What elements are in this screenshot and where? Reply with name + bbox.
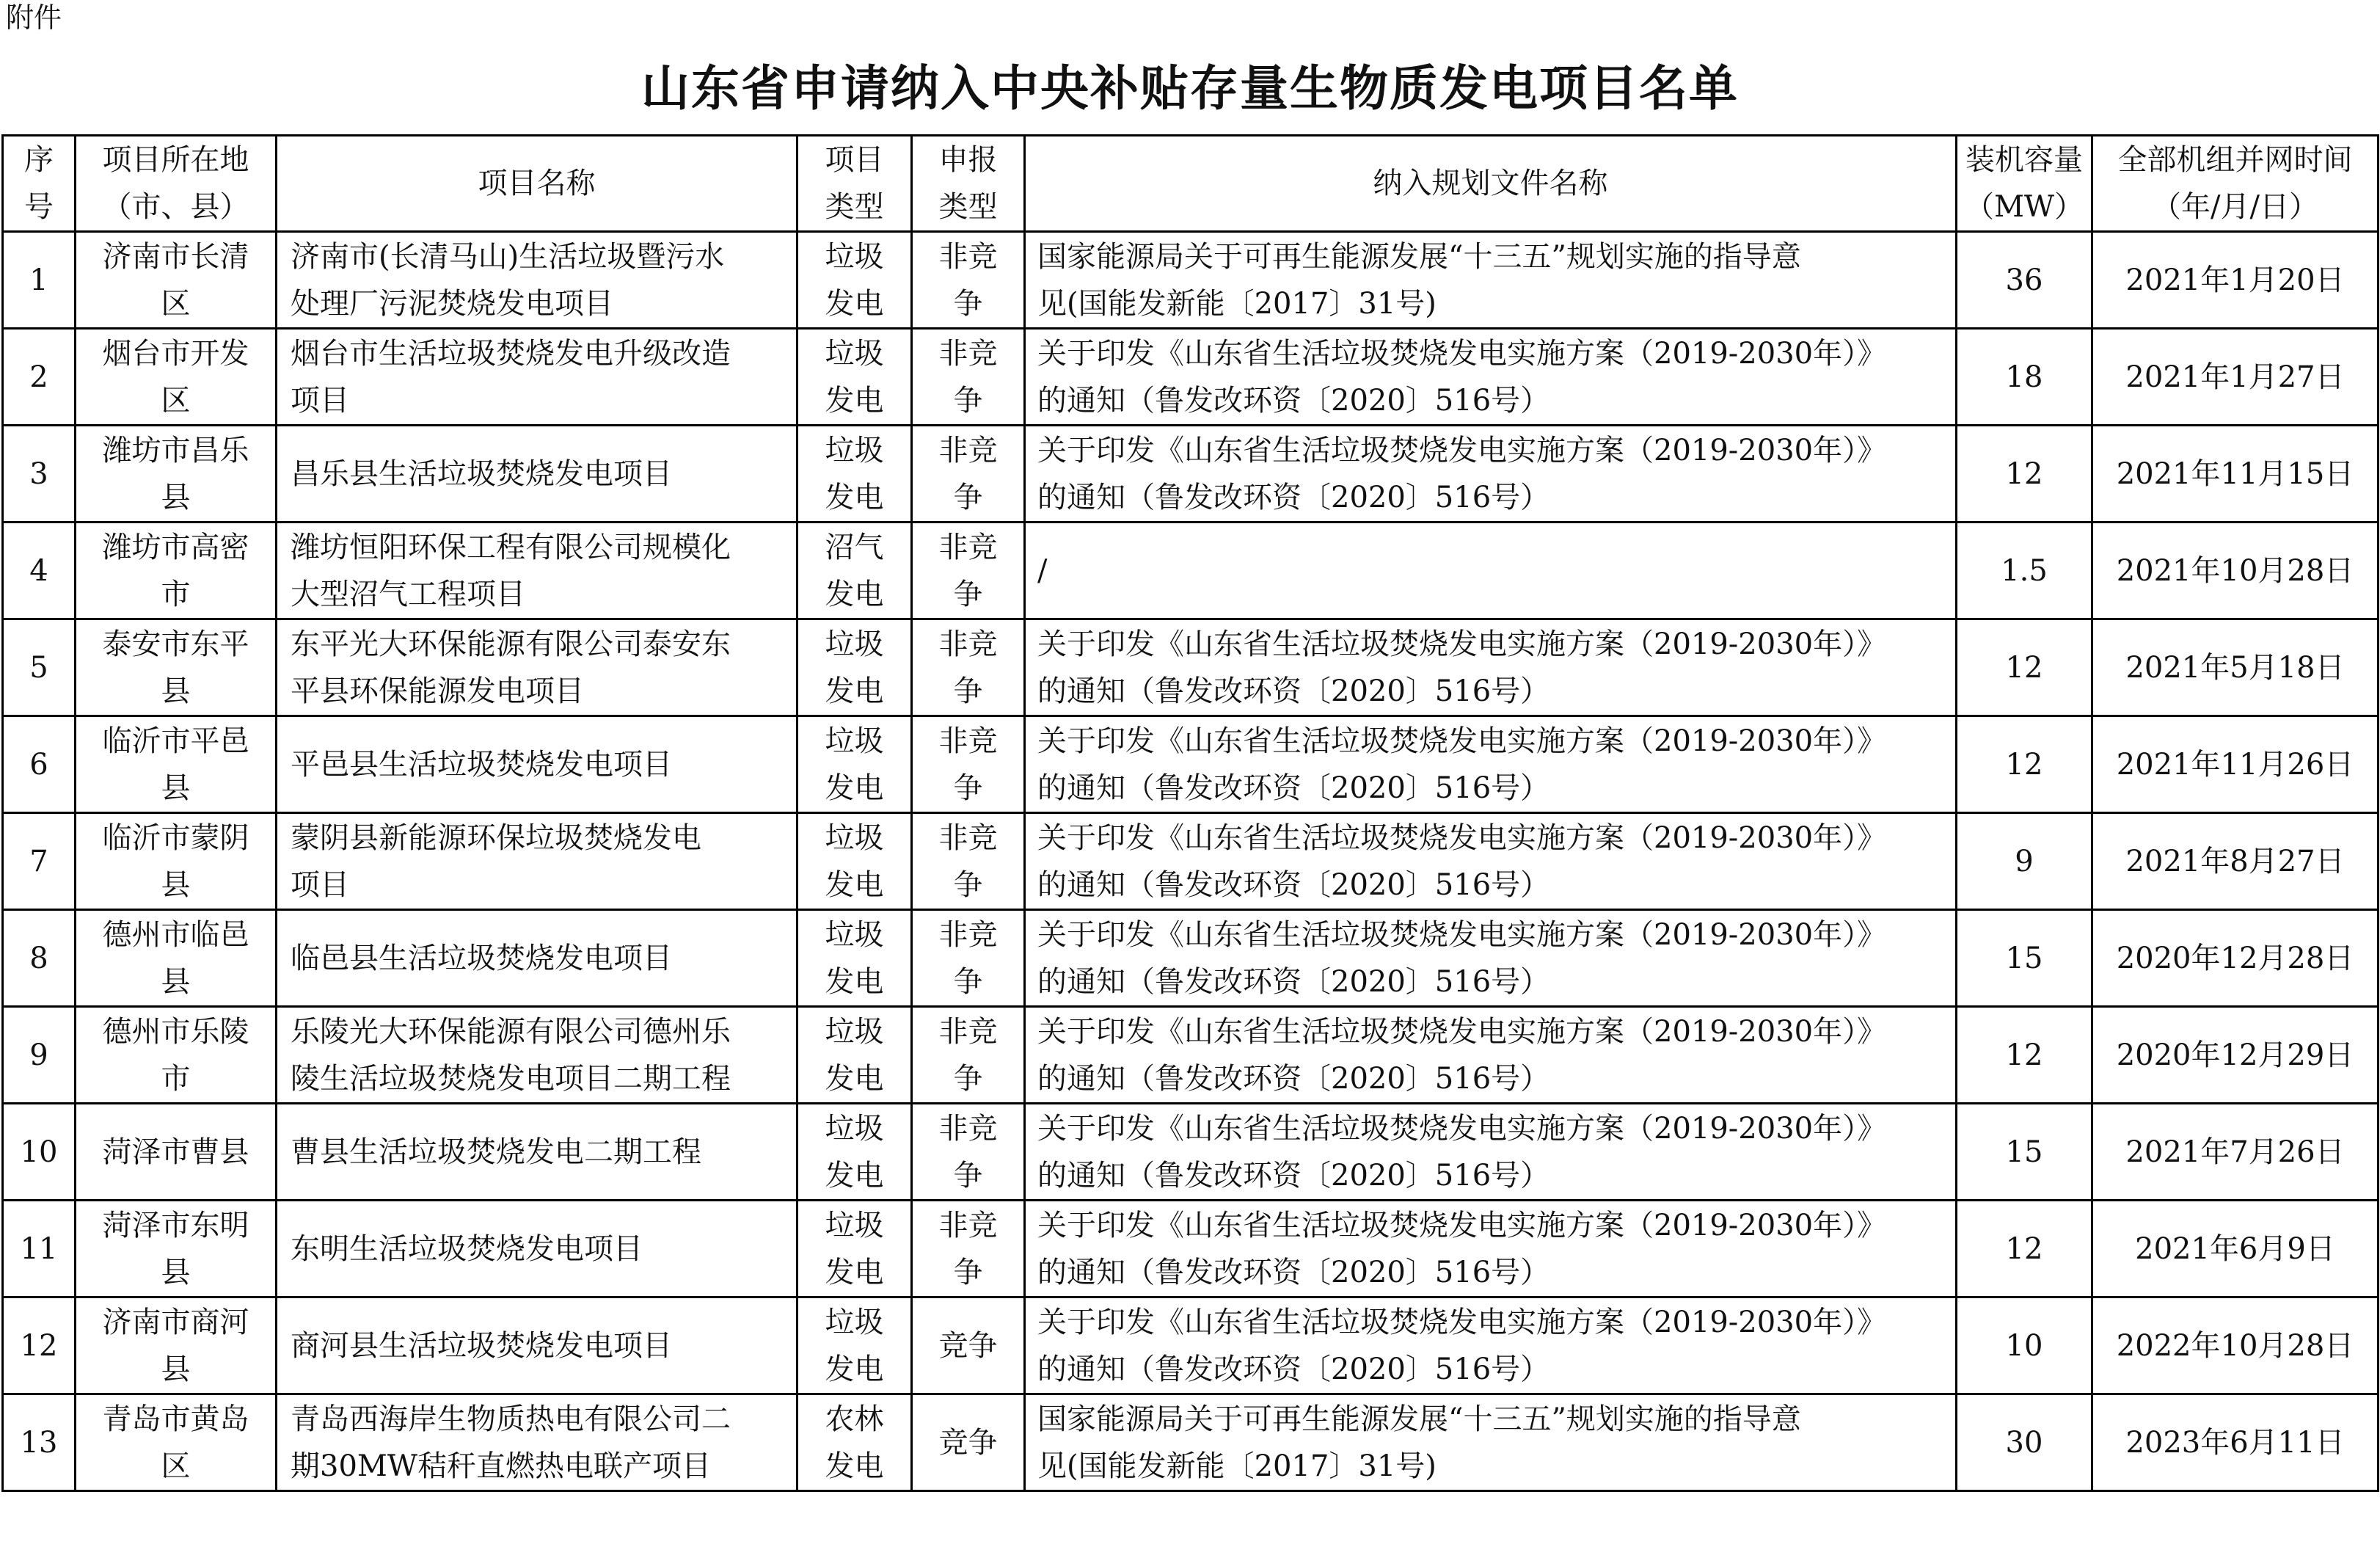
cell-report-type xyxy=(912,523,1025,619)
cell-project-name xyxy=(277,1297,797,1394)
cell-project-name-line: 处理厂污泥焚烧发电项目 xyxy=(291,286,613,321)
cell-project-type-line: 发电 xyxy=(825,964,884,999)
cell-report-type-line: 争 xyxy=(953,1158,983,1193)
header-grid-date xyxy=(2092,136,2379,232)
cell-location xyxy=(76,1297,277,1394)
cell-capacity: 12 xyxy=(1957,426,2092,523)
cell-plan-document-line: 关于印发《山东省生活垃圾焚烧发电实施方案（2019-2030年）》 xyxy=(1037,820,1887,855)
cell-plan-document-line: 的通知（鲁发改环资〔2020〕516号） xyxy=(1037,480,1550,514)
cell-report-type-line: 竞争 xyxy=(938,1425,998,1460)
cell-location-line: 临沂市平邑 xyxy=(102,724,249,758)
cell-location xyxy=(76,523,277,619)
cell-project-type xyxy=(797,910,912,1007)
cell-capacity: 1.5 xyxy=(1957,523,2092,619)
cell-report-type xyxy=(912,426,1025,523)
cell-report-type xyxy=(912,1201,1025,1297)
cell-project-type-line: 发电 xyxy=(825,1061,884,1096)
cell-project-name-line: 蒙阴县新能源环保垃圾焚烧发电 xyxy=(291,820,701,855)
header-grid-date-line: 全部机组并网时间 xyxy=(2117,143,2353,177)
cell-project-type xyxy=(797,716,912,813)
cell-project-type-line: 发电 xyxy=(825,286,884,321)
cell-seq: 11 xyxy=(3,1201,76,1297)
cell-plan-document xyxy=(1025,232,1957,329)
cell-project-type xyxy=(797,619,912,716)
cell-location-line: 县 xyxy=(161,480,191,514)
header-project-type xyxy=(797,136,912,232)
cell-grid-date: 2022年10月28日 xyxy=(2092,1297,2379,1394)
cell-location-line: 德州市临邑 xyxy=(102,917,249,952)
cell-project-type-line: 垃圾 xyxy=(825,1014,884,1049)
header-report-type-line: 申报 xyxy=(938,143,998,177)
cell-project-name-line: 昌乐县生活垃圾焚烧发电项目 xyxy=(291,456,672,491)
table-row xyxy=(3,716,2379,813)
cell-plan-document xyxy=(1025,619,1957,716)
cell-capacity: 15 xyxy=(1957,910,2092,1007)
cell-location-line: 泰安市东平 xyxy=(102,627,249,661)
cell-project-name-line: 项目 xyxy=(291,867,349,902)
cell-plan-document-line: 的通知（鲁发改环资〔2020〕516号） xyxy=(1037,1352,1550,1386)
cell-project-name xyxy=(277,1394,797,1491)
cell-project-type-line: 垃圾 xyxy=(825,1305,884,1339)
cell-location-line: 县 xyxy=(161,674,191,708)
cell-capacity: 12 xyxy=(1957,1007,2092,1104)
table-row xyxy=(3,1201,2379,1297)
cell-plan-document-line: 的通知（鲁发改环资〔2020〕516号） xyxy=(1037,867,1550,902)
cell-project-type-line: 发电 xyxy=(825,674,884,708)
cell-project-type xyxy=(797,523,912,619)
cell-location-line: 区 xyxy=(161,383,191,418)
cell-location xyxy=(76,1201,277,1297)
cell-project-name xyxy=(277,813,797,910)
cell-project-name-line: 期30MW秸秆直燃热电联产项目 xyxy=(291,1449,711,1483)
cell-location-line: 潍坊市高密 xyxy=(102,530,249,564)
cell-seq: 5 xyxy=(3,619,76,716)
cell-project-name-line: 济南市(长清马山)生活垃圾暨污水 xyxy=(291,239,725,274)
cell-project-name-line: 烟台市生活垃圾焚烧发电升级改造 xyxy=(291,336,731,371)
cell-report-type-line: 争 xyxy=(953,1061,983,1096)
cell-project-type-line: 发电 xyxy=(825,577,884,611)
cell-plan-document-line: 的通知（鲁发改环资〔2020〕516号） xyxy=(1037,383,1550,418)
cell-project-name-line: 东平光大环保能源有限公司泰安东 xyxy=(291,627,731,661)
header-location-line: 项目所在地 xyxy=(102,143,249,177)
table-row xyxy=(3,523,2379,619)
cell-seq: 1 xyxy=(3,232,76,329)
cell-project-type xyxy=(797,1104,912,1201)
cell-project-name xyxy=(277,1007,797,1104)
cell-project-type-line: 发电 xyxy=(825,1158,884,1193)
cell-plan-document xyxy=(1025,426,1957,523)
cell-report-type-line: 争 xyxy=(953,867,983,902)
cell-capacity: 36 xyxy=(1957,232,2092,329)
cell-plan-document-line: 关于印发《山东省生活垃圾焚烧发电实施方案（2019-2030年）》 xyxy=(1037,627,1887,661)
cell-location xyxy=(76,232,277,329)
cell-plan-document-line: 国家能源局关于可再生能源发展“十三五”规划实施的指导意 xyxy=(1037,239,1801,274)
cell-capacity: 12 xyxy=(1957,1201,2092,1297)
header-project-type-line: 类型 xyxy=(825,190,884,224)
cell-location xyxy=(76,716,277,813)
table-row xyxy=(3,1297,2379,1394)
cell-location-line: 县 xyxy=(161,1255,191,1289)
cell-report-type-line: 争 xyxy=(953,674,983,708)
header-capacity-line: （MW） xyxy=(1964,190,2084,224)
cell-project-type-line: 农林 xyxy=(825,1402,884,1436)
cell-grid-date: 2021年8月27日 xyxy=(2092,813,2379,910)
cell-project-type-line: 发电 xyxy=(825,771,884,805)
cell-project-name xyxy=(277,523,797,619)
cell-project-type xyxy=(797,329,912,426)
cell-project-type-line: 发电 xyxy=(825,480,884,514)
cell-project-name-line: 商河县生活垃圾焚烧发电项目 xyxy=(291,1328,672,1363)
cell-project-type xyxy=(797,813,912,910)
cell-plan-document xyxy=(1025,1007,1957,1104)
cell-plan-document xyxy=(1025,813,1957,910)
cell-grid-date: 2021年7月26日 xyxy=(2092,1104,2379,1201)
cell-report-type xyxy=(912,910,1025,1007)
cell-location xyxy=(76,910,277,1007)
header-report-type xyxy=(912,136,1025,232)
cell-report-type-line: 争 xyxy=(953,1255,983,1289)
cell-location xyxy=(76,1394,277,1491)
cell-capacity: 12 xyxy=(1957,716,2092,813)
cell-report-type-line: 非竞 xyxy=(938,239,998,274)
cell-report-type-line: 争 xyxy=(953,383,983,418)
cell-report-type-line: 非竞 xyxy=(938,820,998,855)
cell-project-name xyxy=(277,426,797,523)
cell-report-type xyxy=(912,813,1025,910)
cell-grid-date: 2021年10月28日 xyxy=(2092,523,2379,619)
cell-location-line: 菏泽市曹县 xyxy=(102,1135,249,1169)
cell-report-type xyxy=(912,232,1025,329)
cell-report-type-line: 非竞 xyxy=(938,336,998,371)
cell-plan-document-line: 的通知（鲁发改环资〔2020〕516号） xyxy=(1037,1061,1550,1096)
cell-project-name-line: 陵生活垃圾焚烧发电项目二期工程 xyxy=(291,1061,731,1096)
header-capacity xyxy=(1957,136,2092,232)
table-header-row xyxy=(3,136,2379,232)
cell-location xyxy=(76,426,277,523)
cell-report-type-line: 非竞 xyxy=(938,530,998,564)
cell-project-type xyxy=(797,426,912,523)
cell-location-line: 济南市长清 xyxy=(102,239,249,274)
cell-location-line: 潍坊市昌乐 xyxy=(102,433,249,467)
cell-grid-date: 2020年12月28日 xyxy=(2092,910,2379,1007)
cell-project-name xyxy=(277,1104,797,1201)
cell-plan-document-line: 关于印发《山东省生活垃圾焚烧发电实施方案（2019-2030年）》 xyxy=(1037,1305,1887,1339)
header-project-type-line: 项目 xyxy=(825,143,884,177)
cell-project-type-line: 垃圾 xyxy=(825,724,884,758)
header-plan-document: 纳入规划文件名称 xyxy=(1025,136,1957,232)
cell-grid-date: 2021年1月27日 xyxy=(2092,329,2379,426)
cell-project-type-line: 沼气 xyxy=(825,530,884,564)
cell-report-type-line: 非竞 xyxy=(938,627,998,661)
cell-project-type xyxy=(797,1394,912,1491)
cell-project-name-line: 曹县生活垃圾焚烧发电二期工程 xyxy=(291,1135,701,1169)
cell-plan-document-line: 见(国能发新能〔2017〕31号) xyxy=(1037,286,1437,321)
cell-seq: 13 xyxy=(3,1394,76,1491)
cell-plan-document-line: 见(国能发新能〔2017〕31号) xyxy=(1037,1449,1437,1483)
header-seq-line: 号 xyxy=(24,190,54,224)
cell-project-name xyxy=(277,1201,797,1297)
cell-project-type-line: 发电 xyxy=(825,1449,884,1483)
cell-report-type xyxy=(912,329,1025,426)
cell-plan-document-line: 关于印发《山东省生活垃圾焚烧发电实施方案（2019-2030年）》 xyxy=(1037,336,1887,371)
header-capacity-line: 装机容量 xyxy=(1965,143,2083,177)
cell-seq: 7 xyxy=(3,813,76,910)
cell-location xyxy=(76,619,277,716)
cell-plan-document xyxy=(1025,910,1957,1007)
cell-project-name-line: 平县环保能源发电项目 xyxy=(291,674,584,708)
table-body xyxy=(3,232,2379,1491)
cell-report-type xyxy=(912,1394,1025,1491)
table-row xyxy=(3,619,2379,716)
cell-report-type-line: 争 xyxy=(953,480,983,514)
attachment-label: 附件 xyxy=(6,1,62,34)
header-project-name: 项目名称 xyxy=(277,136,797,232)
cell-location-line: 县 xyxy=(161,771,191,805)
cell-project-name-line: 乐陵光大环保能源有限公司德州乐 xyxy=(291,1014,731,1049)
cell-report-type-line: 非竞 xyxy=(938,1208,998,1242)
cell-plan-document xyxy=(1025,1394,1957,1491)
document-title: 山东省申请纳入中央补贴存量生物质发电项目名单 xyxy=(641,59,1739,117)
cell-location-line: 市 xyxy=(161,1061,191,1096)
cell-report-type-line: 竞争 xyxy=(938,1328,998,1363)
cell-location xyxy=(76,1007,277,1104)
cell-plan-document xyxy=(1025,523,1957,619)
cell-plan-document-line: 的通知（鲁发改环资〔2020〕516号） xyxy=(1037,771,1550,805)
cell-project-name xyxy=(277,716,797,813)
cell-capacity: 30 xyxy=(1957,1394,2092,1491)
header-report-type-line: 类型 xyxy=(938,190,998,224)
cell-report-type-line: 争 xyxy=(953,771,983,805)
table-row xyxy=(3,813,2379,910)
cell-project-name-line: 项目 xyxy=(291,383,349,418)
cell-project-type-line: 垃圾 xyxy=(825,1208,884,1242)
project-list-table xyxy=(1,134,2379,1492)
cell-location-line: 烟台市开发 xyxy=(102,336,249,371)
cell-seq: 2 xyxy=(3,329,76,426)
cell-plan-document-line: 关于印发《山东省生活垃圾焚烧发电实施方案（2019-2030年）》 xyxy=(1037,1111,1887,1146)
cell-location xyxy=(76,813,277,910)
cell-report-type-line: 非竞 xyxy=(938,1111,998,1146)
cell-project-name-line: 东明生活垃圾焚烧发电项目 xyxy=(291,1231,643,1266)
cell-project-name-line: 大型沼气工程项目 xyxy=(291,577,525,611)
table-row xyxy=(3,1104,2379,1201)
cell-plan-document-line: 关于印发《山东省生活垃圾焚烧发电实施方案（2019-2030年）》 xyxy=(1037,1014,1887,1049)
cell-report-type xyxy=(912,716,1025,813)
cell-seq: 8 xyxy=(3,910,76,1007)
cell-plan-document-line: / xyxy=(1037,553,1048,588)
cell-report-type-line: 争 xyxy=(953,286,983,321)
cell-project-name xyxy=(277,910,797,1007)
cell-project-type-line: 发电 xyxy=(825,1255,884,1289)
cell-location-line: 市 xyxy=(161,577,191,611)
cell-location xyxy=(76,1104,277,1201)
cell-project-type-line: 发电 xyxy=(825,867,884,902)
cell-project-type xyxy=(797,1007,912,1104)
cell-grid-date: 2021年11月26日 xyxy=(2092,716,2379,813)
cell-project-name-line: 潍坊恒阳环保工程有限公司规模化 xyxy=(291,530,731,564)
cell-plan-document-line: 的通知（鲁发改环资〔2020〕516号） xyxy=(1037,964,1550,999)
cell-project-type xyxy=(797,1201,912,1297)
cell-report-type xyxy=(912,1297,1025,1394)
cell-project-name-line: 临邑县生活垃圾焚烧发电项目 xyxy=(291,941,672,975)
cell-project-type-line: 发电 xyxy=(825,383,884,418)
cell-report-type xyxy=(912,1104,1025,1201)
cell-plan-document-line: 国家能源局关于可再生能源发展“十三五”规划实施的指导意 xyxy=(1037,1402,1801,1436)
cell-plan-document-line: 的通知（鲁发改环资〔2020〕516号） xyxy=(1037,674,1550,708)
cell-plan-document xyxy=(1025,1297,1957,1394)
table-row xyxy=(3,426,2379,523)
cell-plan-document-line: 关于印发《山东省生活垃圾焚烧发电实施方案（2019-2030年）》 xyxy=(1037,917,1887,952)
cell-plan-document-line: 关于印发《山东省生活垃圾焚烧发电实施方案（2019-2030年）》 xyxy=(1037,724,1887,758)
header-grid-date-line: （年/月/日） xyxy=(2152,190,2318,224)
cell-location-line: 县 xyxy=(161,1352,191,1386)
cell-location-line: 德州市乐陵 xyxy=(102,1014,249,1049)
header-seq-line: 序 xyxy=(24,143,54,177)
cell-plan-document-line: 关于印发《山东省生活垃圾焚烧发电实施方案（2019-2030年）》 xyxy=(1037,433,1887,467)
header-location xyxy=(76,136,277,232)
cell-report-type-line: 争 xyxy=(953,964,983,999)
table-row xyxy=(3,329,2379,426)
cell-capacity: 15 xyxy=(1957,1104,2092,1201)
cell-project-type-line: 垃圾 xyxy=(825,917,884,952)
cell-report-type-line: 非竞 xyxy=(938,1014,998,1049)
cell-project-type-line: 发电 xyxy=(825,1352,884,1386)
cell-location-line: 县 xyxy=(161,867,191,902)
cell-project-type-line: 垃圾 xyxy=(825,820,884,855)
cell-plan-document xyxy=(1025,1104,1957,1201)
cell-report-type-line: 非竞 xyxy=(938,433,998,467)
cell-report-type-line: 非竞 xyxy=(938,724,998,758)
header-seq xyxy=(3,136,76,232)
cell-report-type xyxy=(912,1007,1025,1104)
header-location-line: （市、县） xyxy=(102,190,249,224)
cell-plan-document xyxy=(1025,1201,1957,1297)
cell-plan-document-line: 的通知（鲁发改环资〔2020〕516号） xyxy=(1037,1255,1550,1289)
cell-seq: 10 xyxy=(3,1104,76,1201)
cell-grid-date: 2023年6月11日 xyxy=(2092,1394,2379,1491)
cell-project-type-line: 垃圾 xyxy=(825,627,884,661)
cell-project-type xyxy=(797,1297,912,1394)
cell-capacity: 9 xyxy=(1957,813,2092,910)
cell-plan-document xyxy=(1025,716,1957,813)
cell-project-type-line: 垃圾 xyxy=(825,433,884,467)
cell-report-type-line: 非竞 xyxy=(938,917,998,952)
cell-grid-date: 2021年1月20日 xyxy=(2092,232,2379,329)
cell-project-type-line: 垃圾 xyxy=(825,239,884,274)
cell-project-name xyxy=(277,232,797,329)
cell-project-name xyxy=(277,329,797,426)
cell-project-name-line: 平邑县生活垃圾焚烧发电项目 xyxy=(291,747,672,782)
cell-grid-date: 2020年12月29日 xyxy=(2092,1007,2379,1104)
cell-capacity: 10 xyxy=(1957,1297,2092,1394)
cell-report-type xyxy=(912,619,1025,716)
cell-location-line: 临沂市蒙阴 xyxy=(102,820,249,855)
cell-project-type-line: 垃圾 xyxy=(825,336,884,371)
cell-location-line: 青岛市黄岛 xyxy=(102,1402,249,1436)
cell-seq: 4 xyxy=(3,523,76,619)
cell-grid-date: 2021年6月9日 xyxy=(2092,1201,2379,1297)
cell-project-name-line: 青岛西海岸生物质热电有限公司二 xyxy=(291,1402,731,1436)
cell-seq: 9 xyxy=(3,1007,76,1104)
table-row xyxy=(3,232,2379,329)
cell-project-name xyxy=(277,619,797,716)
cell-capacity: 18 xyxy=(1957,329,2092,426)
cell-report-type-line: 争 xyxy=(953,577,983,611)
table-row xyxy=(3,1007,2379,1104)
cell-project-type-line: 垃圾 xyxy=(825,1111,884,1146)
cell-plan-document xyxy=(1025,329,1957,426)
cell-seq: 6 xyxy=(3,716,76,813)
table-row xyxy=(3,1394,2379,1491)
cell-grid-date: 2021年11月15日 xyxy=(2092,426,2379,523)
cell-seq: 12 xyxy=(3,1297,76,1394)
cell-location-line: 区 xyxy=(161,286,191,321)
cell-plan-document-line: 的通知（鲁发改环资〔2020〕516号） xyxy=(1037,1158,1550,1193)
cell-location-line: 济南市商河 xyxy=(102,1305,249,1339)
cell-project-type xyxy=(797,232,912,329)
cell-plan-document-line: 关于印发《山东省生活垃圾焚烧发电实施方案（2019-2030年）》 xyxy=(1037,1208,1887,1242)
table-row xyxy=(3,910,2379,1007)
cell-location-line: 县 xyxy=(161,964,191,999)
cell-location-line: 菏泽市东明 xyxy=(102,1208,249,1242)
cell-seq: 3 xyxy=(3,426,76,523)
cell-grid-date: 2021年5月18日 xyxy=(2092,619,2379,716)
cell-location xyxy=(76,329,277,426)
cell-location-line: 区 xyxy=(161,1449,191,1483)
cell-capacity: 12 xyxy=(1957,619,2092,716)
